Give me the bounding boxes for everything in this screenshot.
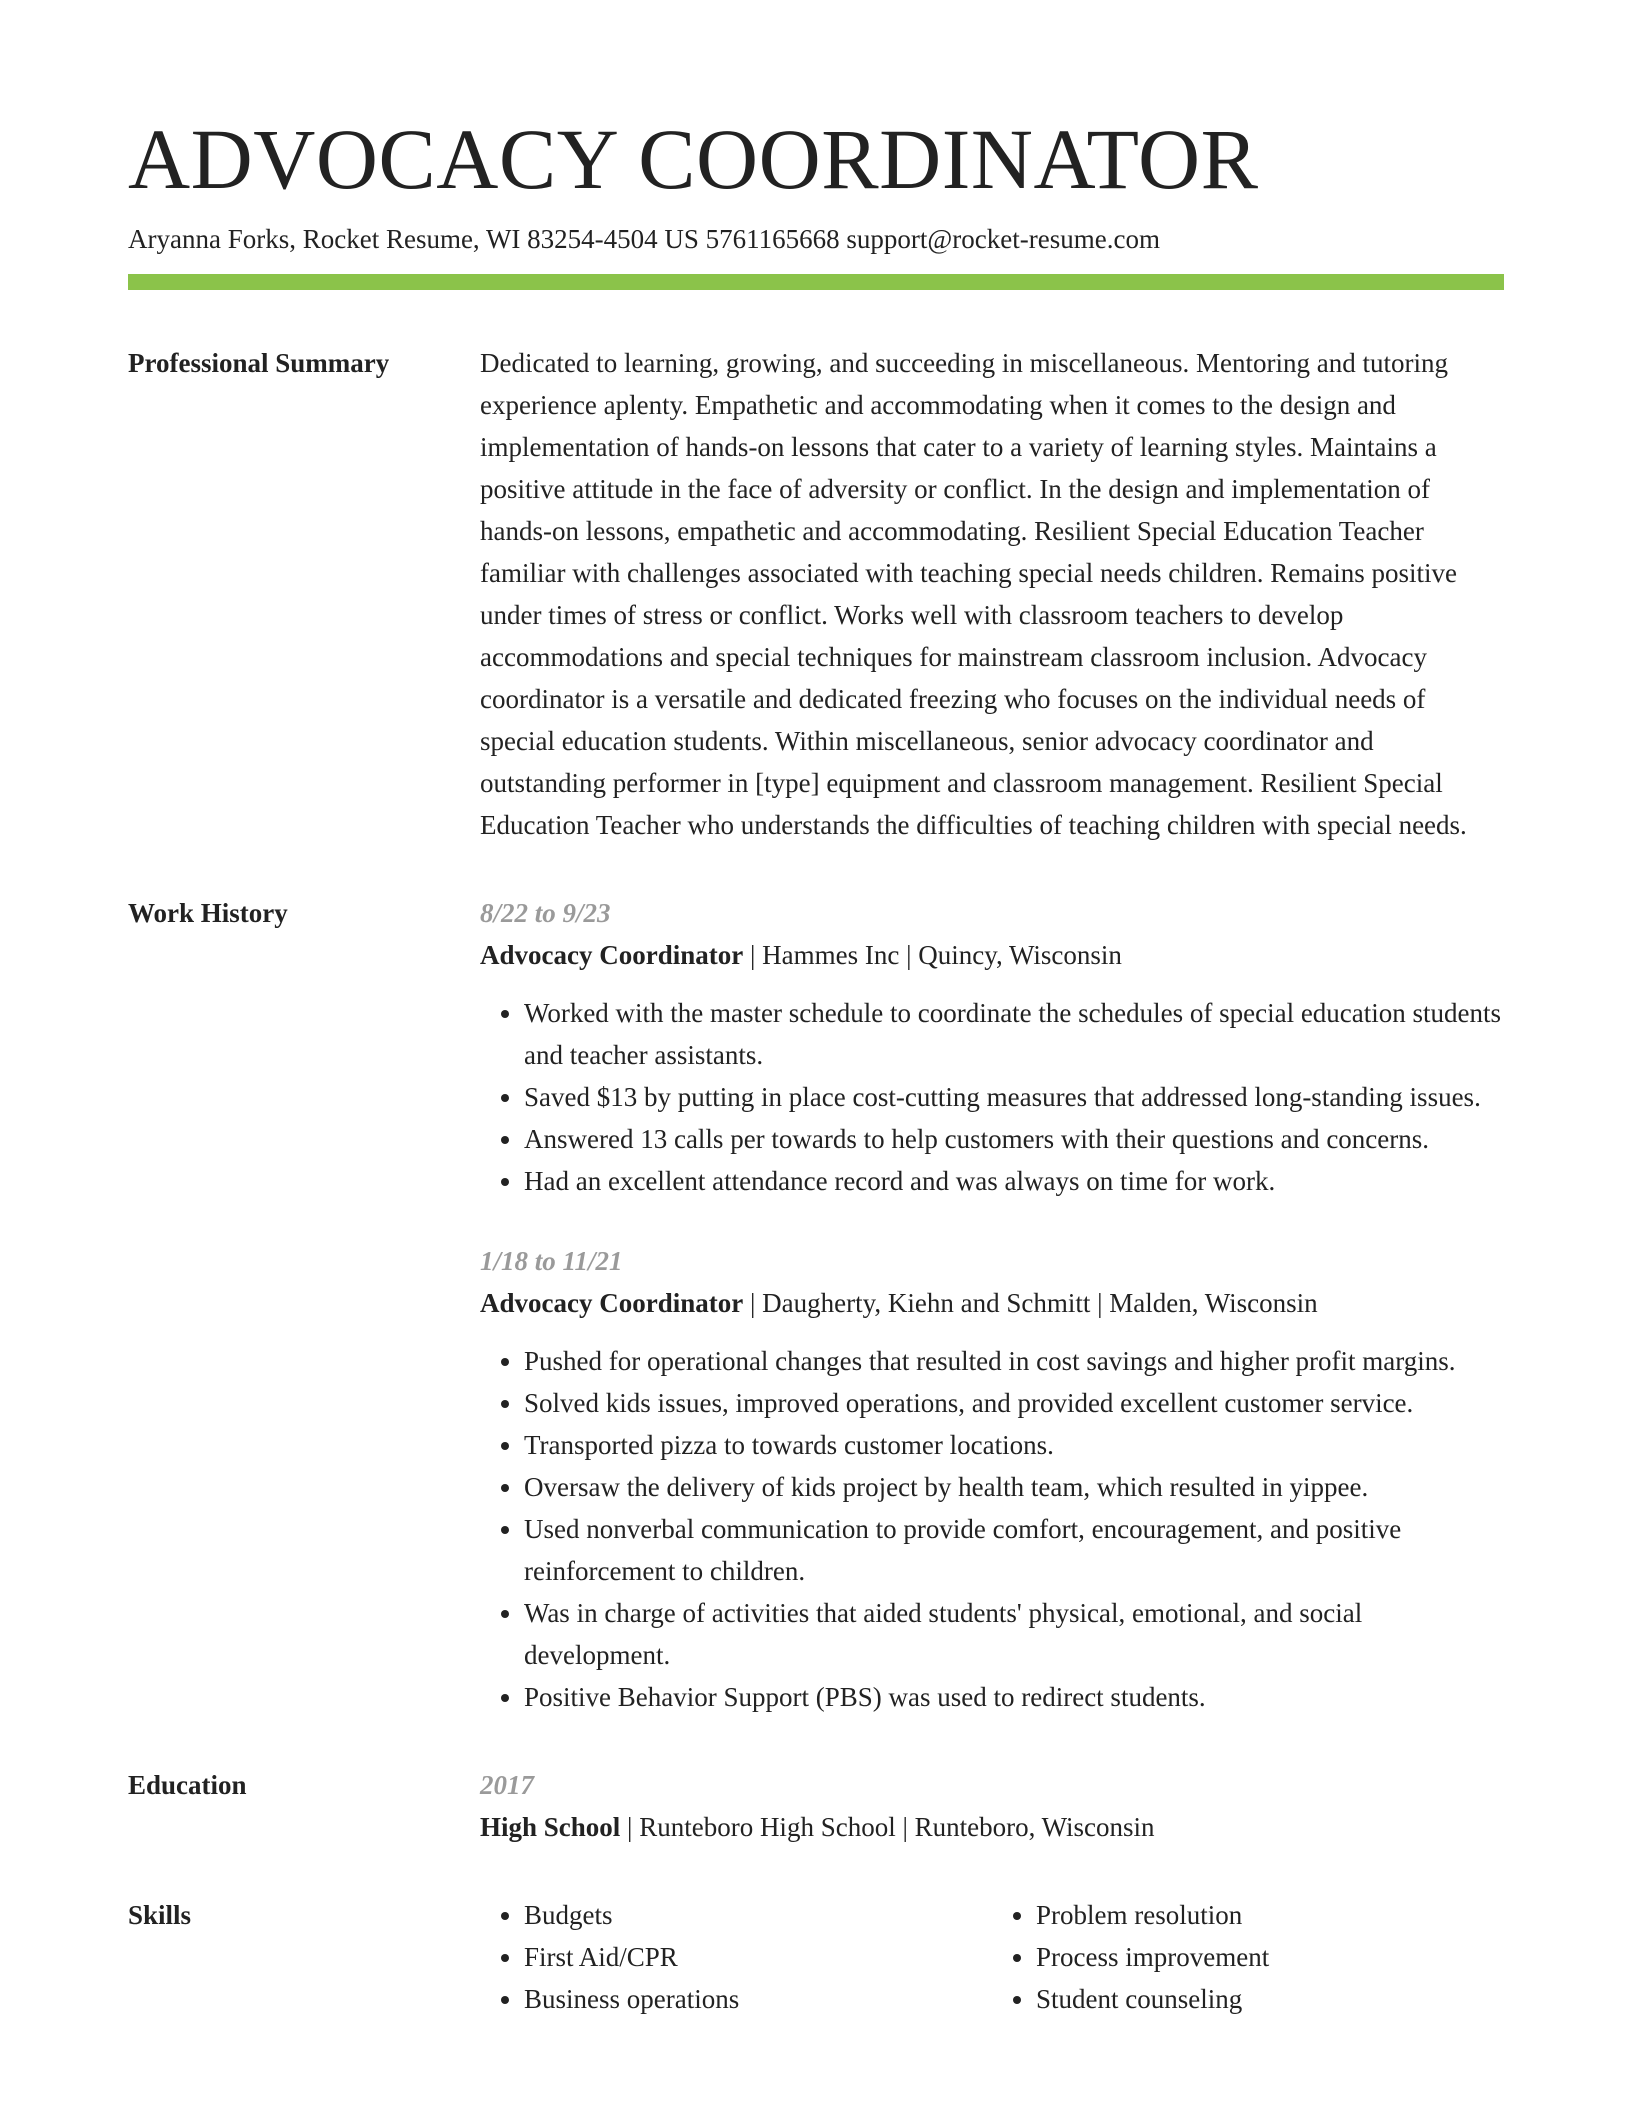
education-degree: High School: [480, 1812, 621, 1843]
education-year: 2017: [480, 1770, 534, 1801]
list-item: • Positive Behavior Support (PBS) was used to redirect students.: [524, 1676, 1504, 1718]
job-entry: [480, 892, 1504, 1202]
education-section: [128, 1764, 1504, 1848]
skills-grid: [480, 1894, 1504, 2020]
list-item: • Used nonverbal communication to provide comfort, encouragement, and positive reinforcement to children.: [524, 1508, 1504, 1592]
skills-section: [128, 1894, 1504, 2020]
list-item: • Transported pizza to towards customer locations.: [524, 1424, 1504, 1466]
section-title-summary: Professional Summary: [128, 348, 390, 379]
skills-column-right: [992, 1894, 1504, 2020]
job-role-line: [480, 1282, 1504, 1324]
resume-page: [128, 112, 1504, 2020]
summary-body: [480, 342, 1504, 846]
education-body: [480, 1764, 1504, 1848]
list-item: • Was in charge of activities that aided students' physical, emotional, and social development.: [524, 1592, 1504, 1676]
job-bullets: [480, 992, 1504, 1202]
list-item: • Worked with the master schedule to coordinate the schedules of special education students and teacher assistants.: [524, 992, 1504, 1076]
job-title: Advocacy Coordinator: [480, 1288, 744, 1319]
list-item: • Pushed for operational changes that resulted in cost savings and higher profit margins.: [524, 1340, 1504, 1382]
list-item: • Answered 13 calls per towards to help customers with their questions and concerns.: [524, 1118, 1504, 1160]
section-title-skills: Skills: [128, 1900, 192, 1931]
job-title: Advocacy Coordinator: [480, 940, 744, 971]
list-item: • Student counseling: [1036, 1978, 1504, 2020]
work-history-body: [480, 892, 1504, 1718]
education-line: [480, 1806, 1504, 1848]
job-dates: 1/18 to 11/21: [480, 1246, 623, 1277]
summary-text: Dedicated to learning, growing, and succeeding in miscellaneous. Mentoring and tutoring experience aplenty. Empathetic and accommodating when it comes to the design and implementation of hands-on lessons that cater to a variety of learning styles. Maintains a positive attitude in the face of adversity or conflict. In the design and implementation of hands-on lessons, empathetic and accommodating. Resilient Special Education Teacher familiar with challenges associated with teaching special needs children. Remains positive under times of stress or conflict. Works well with classroom teachers to develop accommodations and special techniques for mainstream classroom inclusion. Advocacy coordinator is a versatile and dedicated freezing who focuses on the individual needs of special education students. Within miscellaneous, senior advocacy coordinator and outstanding performer in [type] equipment and classroom management. Resilient Special Education Teacher who understands the difficulties of teaching children with special needs.: [480, 348, 1467, 841]
list-item: • Solved kids issues, improved operations, and provided excellent customer service.: [524, 1382, 1504, 1424]
list-item: • Budgets: [524, 1894, 992, 1936]
header-accent-rule: [128, 274, 1504, 290]
job-employer-location: | Hammes Inc | Quincy, Wisconsin: [743, 940, 1122, 971]
education-school-location: | Runteboro High School | Runteboro, Wisconsin: [620, 1812, 1155, 1843]
job-employer-location: | Daugherty, Kiehn and Schmitt | Malden, Wisconsin: [743, 1288, 1318, 1319]
list-item: • Oversaw the delivery of kids project by health team, which resulted in yippee.: [524, 1466, 1504, 1508]
skills-body: [480, 1894, 1504, 2020]
job-entry: [480, 1240, 1504, 1718]
list-item: • Business operations: [524, 1978, 992, 2020]
list-item: • Process improvement: [1036, 1936, 1504, 1978]
section-title-education: Education: [128, 1770, 247, 1801]
resume-name: ADVOCACY COORDINATOR: [128, 111, 1259, 207]
list-item: • Had an excellent attendance record and was always on time for work.: [524, 1160, 1504, 1202]
job-dates: 8/22 to 9/23: [480, 898, 611, 929]
list-item: • Saved $13 by putting in place cost-cutting measures that addressed long-standing issues.: [524, 1076, 1504, 1118]
section-title-work: Work History: [128, 898, 288, 929]
contact-line: Aryanna Forks, Rocket Resume, WI 83254-4504 US 5761165668 support@rocket-resume.com: [128, 223, 1160, 254]
job-bullets: [480, 1340, 1504, 1718]
work-history-section: [128, 892, 1504, 1718]
job-role-line: [480, 934, 1504, 976]
skills-column-left: [480, 1894, 992, 2020]
list-item: • First Aid/CPR: [524, 1936, 992, 1978]
list-item: • Problem resolution: [1036, 1894, 1504, 1936]
summary-section: [128, 342, 1504, 846]
